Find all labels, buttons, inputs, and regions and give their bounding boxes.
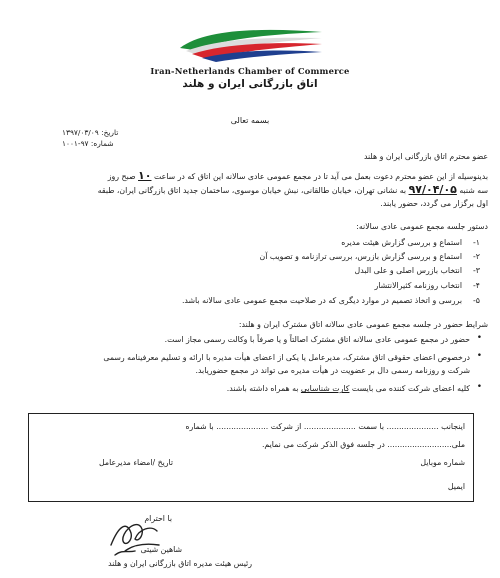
basmala: بسمه تعالی bbox=[230, 116, 270, 125]
id-card-emphasis: کارت شناسایی bbox=[300, 384, 350, 393]
form-line-2: ملی.......................... در جلسه فوق الذکر شرکت می نمایم. bbox=[261, 440, 465, 449]
bullet-dot: • bbox=[476, 382, 482, 392]
chamber-logo bbox=[176, 26, 326, 66]
agenda-title: دستور جلسه مجمع عمومی عادی سالانه: bbox=[356, 222, 488, 231]
agenda-item-number: ۱- bbox=[472, 238, 480, 247]
meeting-time: ۱۰ bbox=[138, 169, 152, 182]
salutation: عضو محترم اتاق بازرگانی ایران و هلند bbox=[363, 152, 488, 161]
bullet-dot: • bbox=[476, 351, 482, 361]
condition-2-line-1: درخصوص اعضای حقوقی اتاق مشترک، مدیرعامل یا یکی از اعضای هیأت مدیره با ارائه و تسلیم معرفینامه رسمی bbox=[103, 353, 470, 362]
condition-3-part-b: به همراه داشته باشند. bbox=[226, 384, 299, 393]
form-email-label: ایمیل bbox=[447, 482, 465, 491]
meeting-date: ۹۷/۰۴/۰۵ bbox=[408, 183, 457, 196]
agenda-item bbox=[18, 238, 488, 248]
letter-number: شماره: ۹۷-۱۰۰۱ bbox=[62, 139, 114, 148]
intro-line-1-part-b: صبح روز bbox=[107, 172, 136, 181]
org-name-en: Iran-Netherlands Chamber of Commerce bbox=[150, 66, 350, 76]
agenda-item-number: ۵- bbox=[472, 296, 480, 305]
intro-line-3: اول برگزار می گردد، حضور یابند. bbox=[380, 199, 488, 208]
bullet-dot: • bbox=[476, 333, 482, 343]
attendance-form-box bbox=[28, 413, 474, 502]
org-name-fa: اتاق بازرگانی ایران و هلند bbox=[182, 78, 318, 90]
agenda-item-text: استماع و بررسی گزارش هیئت مدیره bbox=[341, 238, 462, 247]
agenda-item-text: استماع و بررسی گزارش بازرس، بررسی ترازنامه و تصویب آن bbox=[259, 252, 462, 261]
condition-3 bbox=[227, 384, 470, 393]
form-sign-date-label: تاریخ /امضاء مدیرعامل bbox=[99, 458, 174, 467]
form-mobile-label: شماره موبایل bbox=[420, 458, 465, 467]
condition-3-part-a: کلیه اعضای شرکت کننده می بایست bbox=[351, 384, 470, 393]
agenda-item-number: ۳- bbox=[472, 266, 480, 275]
intro-line-2 bbox=[98, 185, 488, 196]
signoff-regards: با احترام bbox=[144, 514, 172, 523]
agenda-item-text: بررسی و اتخاذ تصمیم در موارد دیگری که در صلاحیت مجمع عمومی عادی سالانه باشد. bbox=[181, 296, 462, 305]
intro-line-2-part-b: به نشانی تهران، خیابان طالقانی، نبش خیابان موسوی، ساختمان جدید اتاق بازرگانی ایران، طبقه bbox=[97, 186, 407, 195]
agenda-item-number: ۲- bbox=[472, 252, 480, 261]
agenda-item-text: انتخاب بازرس اصلی و علی البدل bbox=[354, 266, 462, 275]
agenda-item bbox=[18, 252, 488, 262]
agenda-item bbox=[18, 281, 488, 291]
intro-line-1-part-a: بدینوسیله از این عضو محترم دعوت بعمل می آید تا در مجمع عمومی عادی سالانه این اتاق که در ساعت bbox=[153, 172, 488, 181]
agenda-item-number: ۴- bbox=[472, 281, 480, 290]
letter-date: تاریخ: ۱۳۹۷/۰۳/۰۹ bbox=[62, 128, 119, 137]
intro-line-2-part-a: سه شنبه bbox=[459, 186, 488, 195]
intro-line-1 bbox=[108, 171, 488, 182]
signatory-name: شاهین شیتی bbox=[140, 545, 182, 554]
agenda-item-text: انتخاب روزنامه کثیرالانتشار bbox=[374, 281, 462, 290]
condition-2-line-2: شرکت و روزنامه رسمی دال بر عضویت در هیأت مدیره می تواند در مجمع حضوریابد. bbox=[195, 366, 470, 375]
agenda-item bbox=[18, 296, 488, 306]
conditions-title: شرایط حضور در جلسه مجمع عمومی عادی سالانه اتاق مشترک ایران و هلند: bbox=[238, 320, 488, 329]
signatory-title: رئیس هیئت مدیره اتاق بازرگانی ایران و هلند bbox=[108, 559, 252, 568]
condition-1: حضور در مجمع عمومی عادی سالانه اتاق مشترک اصالتاً و یا صرفاً با وکالت رسمی مجاز است. bbox=[164, 335, 470, 344]
agenda-item bbox=[18, 266, 488, 276]
form-line-1: اینجانب ..................... با سمت ..................... از شرکت ..................... با شماره bbox=[185, 422, 465, 431]
